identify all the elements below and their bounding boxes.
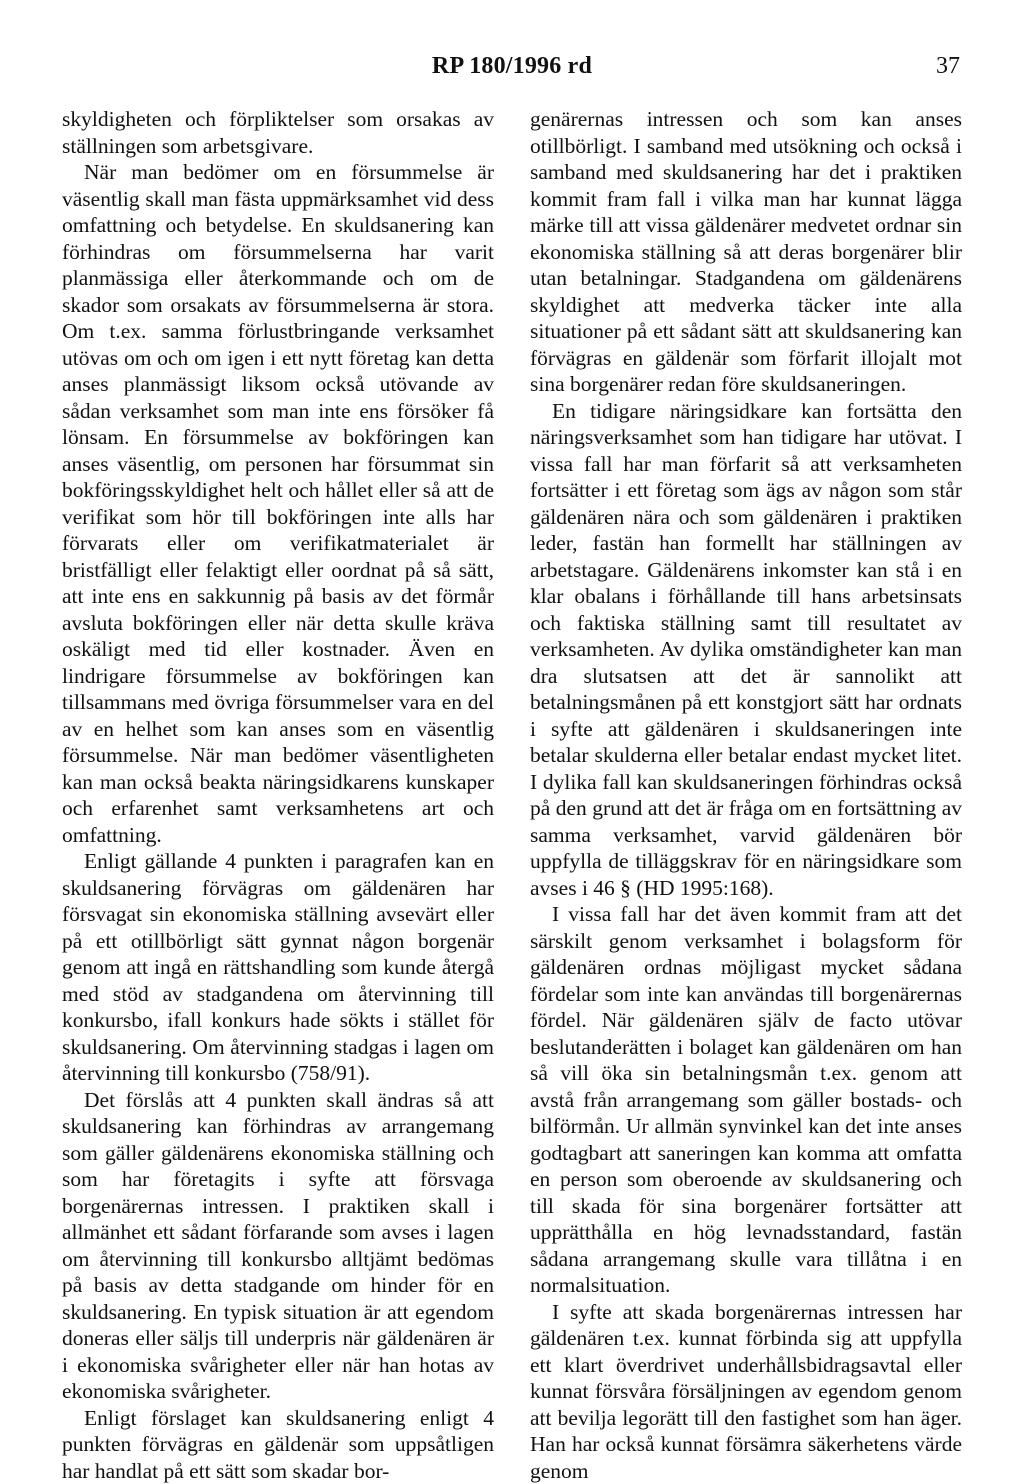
paragraph: Det förslås att 4 punkten skall ändras så att skuldsanering kan förhindras av arrangemang som gäller gäldenärens ekonomiska ställning och som har företagits i syfte att försvaga borgenärernas intressen. I praktiken skall i allmänhet ett sådant förfarande som avses i lagen om återvinning till konkursbo alltjämt bedömas på basis av detta stadgande om hinder för en skuldsanering. En typisk situation är att egendom doneras eller säljs till underpris när gäldenären är i ekonomiska svårigheter eller när han hotas av ekonomiska svårigheter. — [62, 1087, 494, 1405]
page-header — [0, 53, 1024, 83]
page-number: 37 — [936, 53, 960, 80]
document-reference: RP 180/1996 rd — [0, 53, 1024, 80]
paragraph: När man bedömer om en försummelse är väsentlig skall man fästa uppmärksamhet vid dess omfattning och betydelse. En skuldsanering kan förhindras om försummelserna har varit planmässiga eller återkommande och om de skador som orsakats av försummelserna är stora. Om t.ex. samma förlustbringande verksamhet utövas om och om igen i ett nytt företag kan detta anses planmässigt liksom också utövande av sådan verksamhet som man inte ens försöker få lönsam. En försummelse av bokföringen kan anses väsentlig, om personen har försummat sin bokföringsskyldighet helt och hållet eller så att de verifikat som hör till bokföringen inte alls har förvarats eller om verifikatmaterialet är bristfälligt eller felaktigt eller oordnat på så sätt, att inte ens en sakkunnig på basis av det förmår avsluta bokföringen eller när detta skulle kräva oskäligt med tid eller kostnader. Även en lindrigare försummelse av bokföringen kan tillsammans med övriga försummelser vara en del av en helhet som kan anses som en väsentlig försummelse. När man bedömer väsentligheten kan man också beakta näringsidkarens kunskaper och erfarenhet samt verksamhetens art och omfattning. — [62, 159, 494, 848]
paragraph: En tidigare näringsidkare kan fortsätta den näringsverksamhet som han tidigare har utövat. I vissa fall har man förfarit så att verksamheten fortsätter i ett företag som ägs av någon som står gäldenären nära och som gäldenären i praktiken leder, fastän han formellt har ställningen av arbetstagare. Gäldenärens inkomster kan stå i en klar obalans i förhållande till hans arbetsinsats och faktiska ställning samt till resultatet av verksamheten. Av dylika omständigheter kan man dra slutsatsen att det är sannolikt att betalningsmånen på ett konstgjort sätt har ordnats i syfte att gäldenären i skuldsaneringen inte betalar skulderna eller betalar endast mycket litet. I dylika fall kan skuldsaneringen förhindras också på den grund att det är fråga om en fortsättning av samma verksamhet, varvid gäldenären bör uppfylla de tilläggskrav för en näringsidkare som avses i 46 § (HD 1995:168). — [530, 398, 962, 902]
paragraph: Enligt förslaget kan skuldsanering enligt 4 punkten förvägras en gäldenär som uppsåtligen har handlat på ett sätt som skadar bor- — [62, 1405, 494, 1484]
paragraph: Enligt gällande 4 punkten i paragrafen kan en skuldsanering förvägras om gäldenären har försvagat sin ekonomiska ställning avsevärt eller på ett otillbörligt sätt gynnat någon borgenär genom att ingå en rättshandling som kunde återgå med stöd av stadgandena om återvinning till konkursbo, ifall konkurs hade sökts i stället för skuldsanering. Om återvinning stadgas i lagen om återvinning till konkursbo (758/91). — [62, 848, 494, 1087]
right-column — [530, 106, 962, 1484]
left-column — [62, 106, 494, 1484]
paragraph: skyldigheten och förpliktelser som orsakas av ställningen som arbetsgivare. — [62, 106, 494, 159]
paragraph: I syfte att skada borgenärernas intressen har gäldenären t.ex. kunnat förbinda sig att uppfylla ett klart överdrivet underhållsbidragsavtal eller kunnat försvåra försäljningen av egendom genom att bevilja legorätt till den fastighet som han äger. Han har också kunnat försämra säkerhetens värde genom — [530, 1299, 962, 1484]
paragraph: I vissa fall har det även kommit fram att det särskilt genom verksamhet i bolagsform för gäldenären ordnas möjligast mycket sådana fördelar som inte kan användas till borgenärernas fördel. När gäldenären själv de facto utövar beslutanderätten i bolaget kan gäldenären om han så vill öka sin betalningsmån t.ex. genom att avstå från arrangemang som gäller bostads- och bilförmån. Ur allmän synvinkel kan det inte anses godtagbart att saneringen kan komma att omfatta en person som oberoende av skuldsanering och till skada för sina borgenärer fortsätter att upprätthålla en hög levnadsstandard, fastän sådana arrangemang skulle vara tillåtna i en normalsituation. — [530, 901, 962, 1299]
paragraph: genärernas intressen och som kan anses otillbörligt. I samband med utsökning och också i samband med skuldsanering har det i praktiken kommit fram fall i vilka man har kunnat lägga märke till att vissa gäldenärer medvetet ordnar sin ekonomiska ställning så att deras borgenärer blir utan betalningar. Stadgandena om gäldenärens skyldighet att medverka täcker inte alla situationer på ett sådant sätt att skuldsanering kan förvägras en gäldenär som förfarit illojalt mot sina borgenärer redan före skuldsaneringen. — [530, 106, 962, 398]
